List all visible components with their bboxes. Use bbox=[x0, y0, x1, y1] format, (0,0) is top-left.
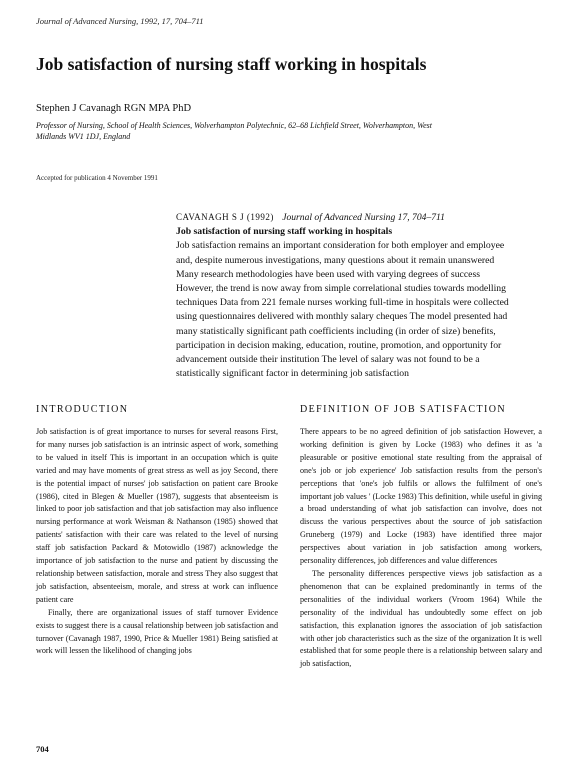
running-head: Journal of Advanced Nursing, 1992, 17, 704–711 bbox=[36, 16, 204, 26]
paragraph: Job satisfaction is of great importance to nurses for several reasons First, for many nurses job satisfaction is an intrinsic aspect of work, something to be valued in itself This is important in an occupation which is quite varied and may have moments of great stress as well as joy Second, there is the potential impact of nurses' job satisfaction on patient care Brooke (1986), cited in Blegen & Mueller (1987), suggests that absenteeism is linked to poor job satisfaction and that job satisfaction may also influence nursing performance at work Weisman & Nathanson (1985) showed that patients' satisfaction with their care was related to the level of nursing staff job satisfaction Packard & Motowidlo (1987) acknowledge the importance of job satisfaction to the nurse and patient by discussing the relationship between satisfaction, morale and stress They also suggest that job satisfaction, absenteeism, morale, and stress at work can influence patient care bbox=[36, 427, 278, 604]
paragraph: There appears to be no agreed definition of job satisfaction However, a working definition is given by Locke (1983) who defines it as 'a pleasurable or positive emotional state resulting from the appraisal of one's job or job experience' Job satisfaction results from the person's perceptions that 'one's job fulfils or allows the fulfilment of one's important job values ' (Locke 1983) This definition, while useful in giving a broad understanding of what job satisfaction can involve, does not discuss the various perspectives about the source of job satisfaction Gruneberg (1979) and Locke (1983) have identified three major perspectives about variation in job satisfaction among workers, personality differences, job differences and value differences bbox=[300, 427, 542, 566]
abstract-citation-journal: Journal of Advanced Nursing 17, 704–711 bbox=[282, 212, 445, 223]
abstract-citation-authors: CAVANAGH S J (1992) bbox=[176, 212, 274, 222]
paragraph: The personality differences perspective views job satisfaction as a phenomenon that can be explained predominantly in terms of the personalities of the individual workers (Vroom 1964) While the personality of the individual has undoubtedly some effect on job satisfaction, this explanation ignores the association of job satisfaction with other job characteristics such as the size of the organization It is well established that for some people there is a relationship between salary and job satisfaction, bbox=[300, 568, 542, 669]
abstract-title: Job satisfaction of nursing staff working in hospitals bbox=[176, 226, 393, 238]
right-column bbox=[300, 426, 542, 671]
paragraph: Finally, there are organizational issues of staff turnover Evidence exists to suggest there is a causal relationship between job satisfaction and turnover (Cavanagh 1987, 1990, Price & Mueller 1981) Being satisfied at work will lessen the likelihood of changing jobs bbox=[36, 607, 278, 656]
page-number: 704 bbox=[36, 744, 49, 754]
section-heading-definition: DEFINITION OF JOB SATISFACTION bbox=[300, 404, 506, 415]
abstract-block bbox=[176, 210, 516, 381]
author-line: Stephen J Cavanagh RGN MPA PhD bbox=[36, 103, 192, 114]
article-title: Job satisfaction of nursing staff working in hospitals bbox=[36, 54, 427, 74]
abstract-citation bbox=[176, 210, 516, 225]
left-column bbox=[36, 426, 278, 658]
accepted-date: Accepted for publication 4 November 1991 bbox=[36, 174, 158, 182]
abstract-body: Job satisfaction remains an important consideration for both employer and employee and, despite numerous investigations, many questions about it remain unanswered Many research methodologies have been used with varying degrees of success However, the trend is now away from simple correlational studies towards modelling techniques Data from 221 female nurses working full-time in hospitals were collected using questionnaires delivered with monthly salary cheques The model presented had many statistically significant path coefficients including (in order of size) benefits, participation in decision making, education, routine, promotion, and opportunity for advancement outside their institution The level of salary was not found to be a statistically significant factor in determining job satisfaction bbox=[176, 240, 509, 380]
author-affiliation: Professor of Nursing, School of Health Sciences, Wolverhampton Polytechnic, 62–68 Lichfield Street, Wolverhampton, West Midlands WV1 1DJ, England bbox=[36, 121, 432, 141]
section-heading-introduction: INTRODUCTION bbox=[36, 404, 129, 415]
